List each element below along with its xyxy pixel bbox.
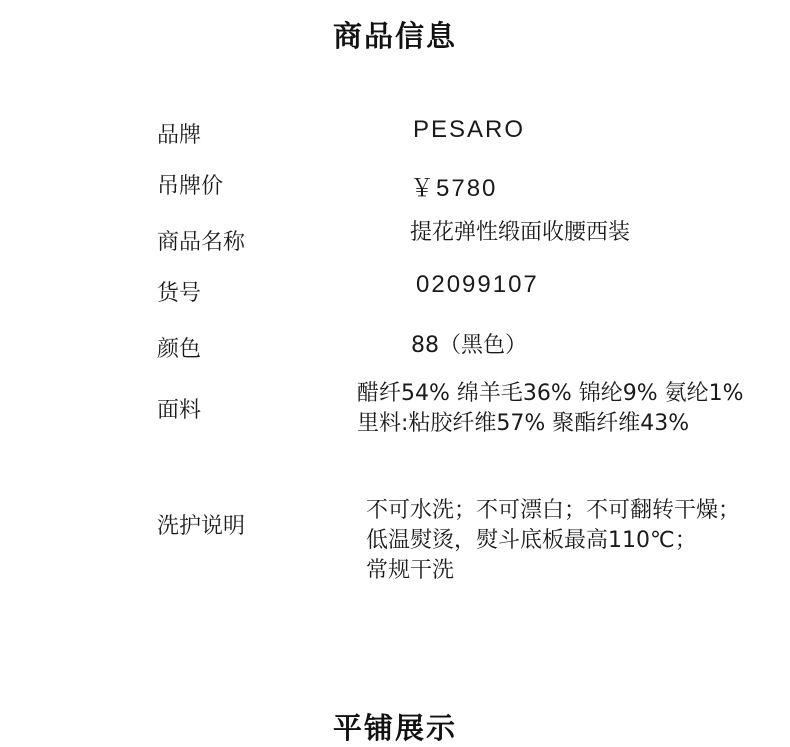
label-color: 颜色 xyxy=(157,337,202,362)
label-tag-price: 吊牌价 xyxy=(157,174,224,199)
value-color: 88（黑色） xyxy=(411,333,527,358)
label-brand: 品牌 xyxy=(157,123,202,148)
value-fabric xyxy=(357,379,744,439)
section-title-product-info: 商品信息 xyxy=(332,19,457,53)
care-line: 低温熨烫，熨斗底板最高110℃； xyxy=(366,528,697,553)
fabric-line: 里料:粘胶纤维57% 聚酯纤维43% xyxy=(357,411,690,436)
value-tag-price: ￥5780 xyxy=(410,175,498,202)
value-item-number: 02099107 xyxy=(416,271,539,298)
fabric-line: 醋纤54% 绵羊毛36% 锦纶9% 氨纶1% xyxy=(357,381,744,406)
value-brand: PESARO xyxy=(413,116,526,143)
label-care: 洗护说明 xyxy=(157,514,246,539)
care-line: 不可水洗；不可漂白；不可翻转干燥； xyxy=(366,498,741,523)
care-line: 常规干洗 xyxy=(366,558,455,583)
section-title-flat-display: 平铺展示 xyxy=(332,711,457,745)
label-item-number: 货号 xyxy=(157,281,202,306)
value-care xyxy=(366,496,740,586)
label-fabric: 面料 xyxy=(157,398,202,423)
label-product-name: 商品名称 xyxy=(157,230,246,255)
value-product-name: 提花弹性缎面收腰西装 xyxy=(410,220,631,245)
